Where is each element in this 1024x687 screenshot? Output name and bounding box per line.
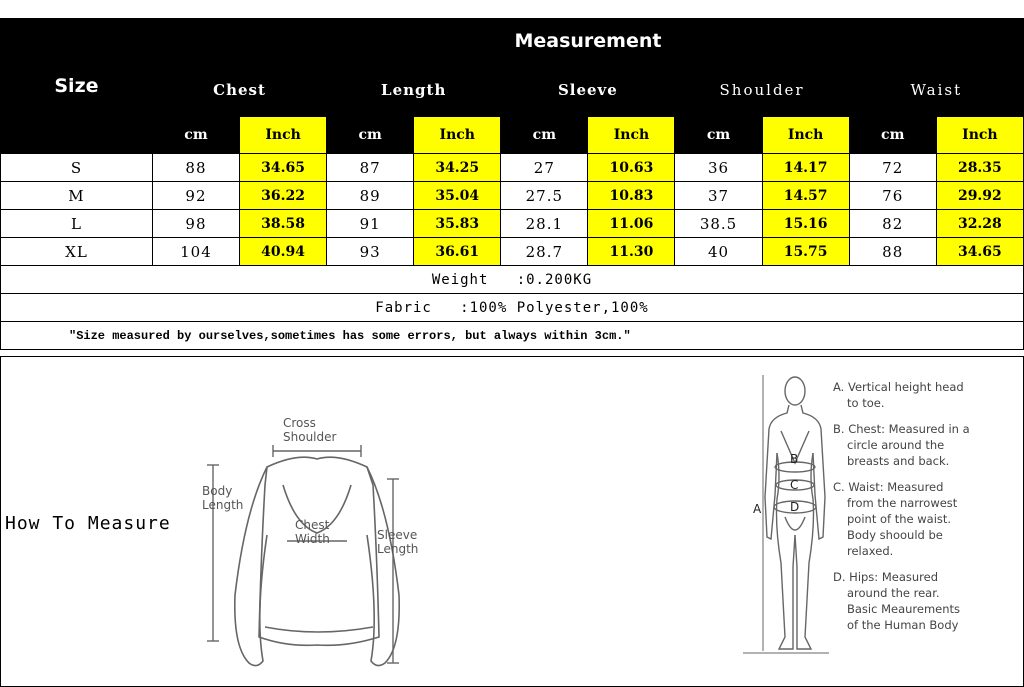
sleeve-length-label-1: Sleeve (377, 528, 418, 542)
group-header-chest: Chest (152, 64, 326, 117)
value-cell: 91 (327, 210, 414, 238)
note-d-line-1: D. Hips: Measured (833, 570, 939, 584)
chest-width-label-1: Chest (295, 518, 330, 532)
size-cell: L (1, 210, 153, 238)
table-row (1, 210, 1024, 238)
fabric-row: Fabric :100% Polyester,100% (1, 294, 1024, 322)
value-cell: 35.83 (414, 210, 501, 238)
value-cell: 38.58 (240, 210, 327, 238)
group-header-waist: Waist (849, 64, 1023, 117)
value-cell: 11.30 (588, 238, 675, 266)
value-cell: 14.57 (762, 182, 849, 210)
value-cell: 27.5 (501, 182, 588, 210)
value-cell: 93 (327, 238, 414, 266)
cross-shoulder-label-2: Shoulder (283, 430, 337, 444)
value-cell: 36.22 (240, 182, 327, 210)
value-cell: 34.25 (414, 154, 501, 182)
value-cell: 88 (849, 238, 936, 266)
table-row (1, 182, 1024, 210)
marker-c: C (790, 478, 799, 492)
unit-cm: cm (152, 117, 239, 154)
table-row (1, 154, 1024, 182)
value-cell: 36 (675, 154, 762, 182)
value-cell: 40.94 (240, 238, 327, 266)
unit-inch: Inch (936, 117, 1023, 154)
marker-a: A (753, 502, 762, 516)
body-length-label-2: Length (202, 498, 244, 512)
value-cell: 98 (152, 210, 239, 238)
value-cell: 72 (849, 154, 936, 182)
measurement-note: "Size measured by ourselves,sometimes has some errors, but always within 3cm." (1, 322, 1024, 350)
value-cell: 35.04 (414, 182, 501, 210)
value-cell: 29.92 (936, 182, 1023, 210)
value-cell: 10.83 (588, 182, 675, 210)
unit-cm: cm (675, 117, 762, 154)
value-cell: 89 (327, 182, 414, 210)
value-cell: 104 (152, 238, 239, 266)
unit-cm: cm (327, 117, 414, 154)
how-to-measure-section (0, 356, 1024, 687)
note-c-line-1: C. Waist: Measured (833, 480, 944, 494)
weight-row: Weight :0.200KG (1, 266, 1024, 294)
group-header-shoulder: Shoulder (675, 64, 849, 117)
value-cell: 10.63 (588, 154, 675, 182)
value-cell: 34.65 (936, 238, 1023, 266)
value-cell: 28.7 (501, 238, 588, 266)
value-cell: 92 (152, 182, 239, 210)
note-b-line-1: B. Chest: Measured in a (833, 422, 970, 436)
marker-d: D (790, 500, 800, 514)
value-cell: 88 (152, 154, 239, 182)
body-length-label-1: Body (202, 484, 233, 498)
value-cell: 32.28 (936, 210, 1023, 238)
note-b-line-3: breasts and back. (847, 454, 950, 468)
human-body-diagram (741, 367, 831, 657)
value-cell: 27 (501, 154, 588, 182)
measurement-header: Measurement (152, 19, 1023, 64)
note-c-line-2: from the narrowest (847, 496, 958, 510)
value-cell: 28.35 (936, 154, 1023, 182)
cross-shoulder-label-1: Cross (283, 416, 316, 430)
value-cell: 14.17 (762, 154, 849, 182)
note-d-line-4: of the Human Body (847, 618, 959, 632)
size-header: Size (1, 19, 153, 154)
note-a-line-2: to toe. (847, 396, 885, 410)
unit-inch: Inch (414, 117, 501, 154)
size-cell: S (1, 154, 153, 182)
size-cell: XL (1, 238, 153, 266)
unit-inch: Inch (240, 117, 327, 154)
how-to-measure-label: How To Measure (5, 513, 171, 534)
value-cell: 11.06 (588, 210, 675, 238)
value-cell: 82 (849, 210, 936, 238)
unit-cm: cm (501, 117, 588, 154)
sleeve-length-label-2: Length (377, 542, 419, 556)
note-d-line-3: Basic Meaurements (847, 602, 961, 616)
note-c-line-4: Body shoould be (847, 528, 943, 542)
note-a-line-1: A. Vertical height head (833, 380, 964, 394)
chest-width-label-2: Width (295, 532, 330, 546)
value-cell: 38.5 (675, 210, 762, 238)
size-chart-table (0, 18, 1024, 350)
value-cell: 15.16 (762, 210, 849, 238)
note-c-line-5: relaxed. (847, 544, 894, 558)
note-b-line-2: circle around the (847, 438, 945, 452)
value-cell: 36.61 (414, 238, 501, 266)
unit-inch: Inch (588, 117, 675, 154)
note-c-line-3: point of the waist. (847, 512, 952, 526)
value-cell: 37 (675, 182, 762, 210)
value-cell: 15.75 (762, 238, 849, 266)
value-cell: 40 (675, 238, 762, 266)
value-cell: 34.65 (240, 154, 327, 182)
value-cell: 28.1 (501, 210, 588, 238)
note-d-line-2: around the rear. (847, 586, 940, 600)
marker-b: B (790, 452, 799, 466)
group-header-length: Length (327, 64, 501, 117)
unit-cm: cm (849, 117, 936, 154)
table-row (1, 238, 1024, 266)
value-cell: 87 (327, 154, 414, 182)
value-cell: 76 (849, 182, 936, 210)
body-measure-notes (833, 379, 1023, 643)
size-cell: M (1, 182, 153, 210)
sweater-diagram (197, 415, 437, 675)
group-header-sleeve: Sleeve (501, 64, 675, 117)
unit-inch: Inch (762, 117, 849, 154)
